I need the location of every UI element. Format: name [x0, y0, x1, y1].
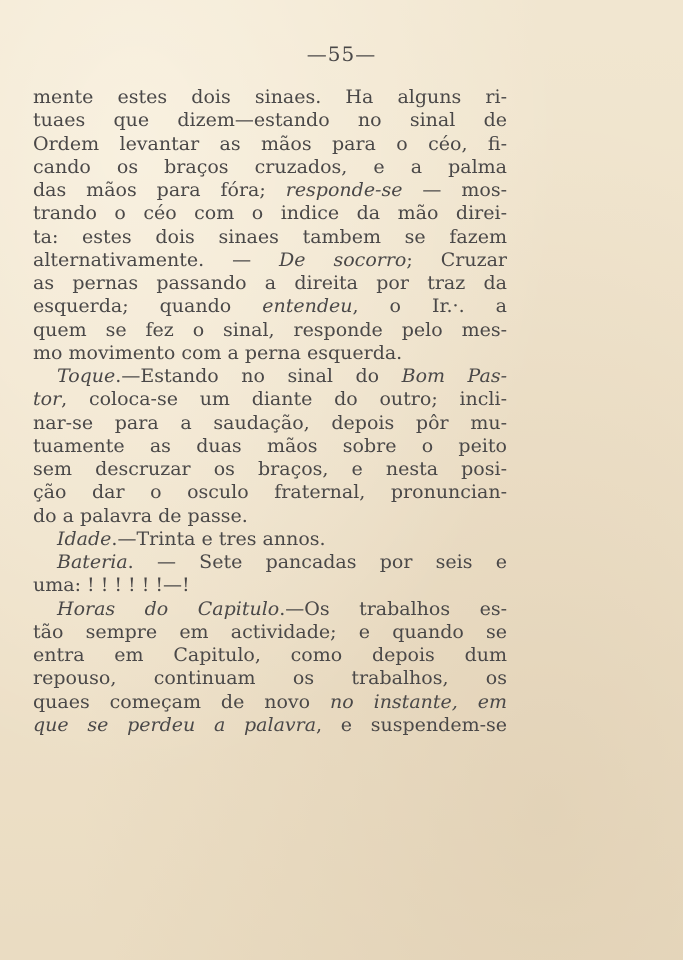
text-run: entra em Capitulo, como depois dum — [33, 644, 507, 666]
text-run: ta: estes dois sinaes tambem se fazem — [33, 225, 507, 248]
text-run: .—Estando no sinal do — [115, 365, 402, 387]
text-line — [33, 412, 507, 435]
italic-phrase: Bateria — [57, 551, 128, 573]
text-line — [33, 388, 507, 411]
text-run: sem descruzar os braços, e nesta posi- — [33, 458, 507, 480]
text-run: cando os braços cruzados, e a palma — [33, 155, 507, 178]
italic-phrase: Toque — [57, 365, 116, 387]
italic-phrase: Bom Pas- — [401, 365, 507, 387]
italic-phrase: responde-se — [285, 179, 403, 201]
text-line — [33, 342, 507, 365]
text-run: .—Trinta e tres annos. — [111, 527, 326, 550]
text-run: do a palavra de passe. — [33, 504, 248, 527]
text-line — [33, 691, 507, 714]
italic-phrase: Idade — [57, 527, 112, 550]
text-run: Ordem levantar as mãos para o céo, fi- — [33, 132, 507, 155]
text-run: quem se fez o sinal, responde pelo mes- — [33, 318, 507, 341]
italic-phrase: no instante, em — [330, 690, 507, 713]
italic-phrase: Horas do Capitulo — [57, 597, 280, 620]
text-line — [33, 226, 507, 249]
body-text — [33, 86, 507, 737]
text-line — [33, 714, 507, 737]
text-run: tuaes que dizem—estando no sinal de — [33, 109, 507, 132]
text-line — [33, 667, 507, 690]
page-number: —55— — [306, 42, 377, 66]
italic-phrase: tor — [33, 388, 62, 411]
text-line — [33, 295, 507, 318]
text-run: . — Sete pancadas por seis e — [127, 551, 507, 573]
text-run: mo movimento com a perna esquerda. — [33, 341, 403, 364]
text-run: as pernas passando a direita por traz da — [33, 272, 507, 294]
text-run: alternativamente. — — [33, 248, 280, 271]
text-run: quaes começam de novo — [33, 690, 331, 713]
text-run: , o Ir.·. a — [352, 295, 507, 318]
text-line — [33, 86, 507, 109]
text-line — [33, 202, 507, 225]
text-line — [33, 574, 507, 597]
text-line — [33, 249, 507, 272]
text-line — [33, 621, 507, 644]
text-line — [33, 156, 507, 179]
text-line — [33, 179, 507, 202]
text-run: nar-se para a saudação, depois pôr mu- — [33, 411, 507, 434]
text-run: uma: ! ! ! ! ! !—! — [33, 574, 190, 597]
text-line — [33, 319, 507, 342]
text-run: — mos- — [402, 179, 507, 201]
text-run: repouso, continuam os trabalhos, os — [33, 667, 507, 690]
text-line — [33, 551, 507, 574]
text-line — [33, 458, 507, 481]
text-line — [33, 365, 507, 388]
text-line — [33, 481, 507, 504]
text-run: ; Cruzar — [406, 248, 507, 271]
text-line — [33, 109, 507, 132]
text-run: , coloca-se um diante do outro; incli- — [61, 388, 507, 411]
text-line — [33, 272, 507, 295]
text-run: tão sempre em actividade; e quando se — [33, 620, 507, 643]
text-run: trando o céo com o indice da mão direi- — [33, 202, 507, 225]
text-run: .—Os trabalhos es- — [279, 597, 507, 620]
text-line — [33, 505, 507, 528]
text-run: tuamente as duas mãos sobre o peito — [33, 434, 507, 457]
text-run: esquerda; quando — [33, 295, 263, 318]
text-line — [33, 435, 507, 458]
text-line — [33, 598, 507, 621]
text-run: das mãos para fóra; — [33, 179, 286, 201]
text-line — [33, 133, 507, 156]
italic-phrase: De socorro — [279, 248, 407, 271]
text-run: , e suspendem-se — [316, 713, 507, 736]
text-run: mente estes dois sinaes. Ha alguns ri- — [33, 86, 507, 108]
italic-phrase: entendeu — [262, 295, 353, 318]
text-line — [33, 528, 507, 551]
italic-phrase: que se perdeu a palavra — [33, 713, 317, 736]
text-line — [33, 644, 507, 667]
text-run: ção dar o osculo fraternal, pronuncian- — [33, 481, 507, 504]
